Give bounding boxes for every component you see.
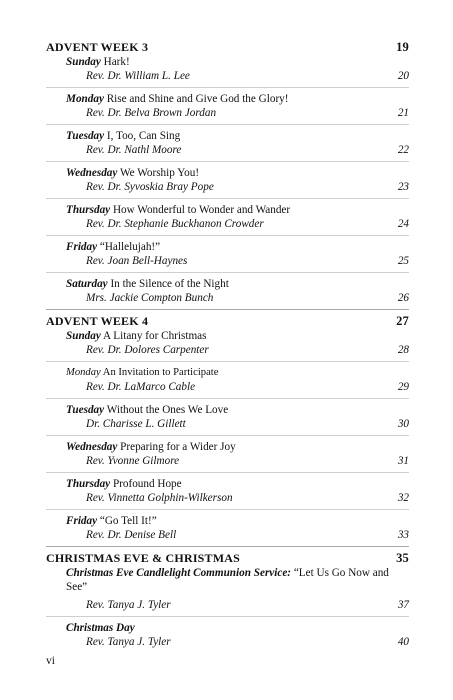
entry-page: 33	[397, 529, 409, 541]
entry-page: 40	[397, 636, 409, 648]
divider	[46, 87, 409, 88]
entry-page: 28	[397, 344, 409, 356]
entry-day: Christmas Day	[66, 622, 135, 634]
entry-author: Rev. Vinnetta Golphin-Wilkerson	[86, 492, 233, 504]
section-heading	[46, 314, 409, 329]
divider	[46, 509, 409, 510]
toc-entry[interactable]	[46, 621, 409, 649]
toc-entry[interactable]	[46, 277, 409, 305]
divider	[46, 398, 409, 399]
entry-author: Mrs. Jackie Compton Bunch	[86, 292, 214, 304]
entry-title: Hark!	[103, 56, 130, 68]
entry-title: “Hallelujah!”	[99, 241, 161, 253]
entry-author: Rev. Dr. LaMarco Cable	[86, 381, 196, 393]
entry-page: 24	[397, 218, 409, 230]
entry-author: Dr. Charisse L. Gillett	[86, 418, 186, 430]
toc-entry[interactable]	[46, 440, 409, 468]
entry-page: 21	[397, 107, 409, 119]
entry-day: Wednesday	[66, 441, 118, 453]
section-page: 27	[396, 314, 409, 328]
table-of-contents	[46, 40, 409, 649]
entry-day: Monday	[66, 93, 104, 105]
entry-day: Friday	[66, 515, 98, 527]
entry-day: Sunday	[66, 56, 101, 68]
entry-title: An Invitation to Participate	[102, 367, 219, 378]
toc-entry[interactable]	[46, 129, 409, 157]
entry-author: Rev. Joan Bell-Haynes	[86, 255, 188, 267]
entry-page: 29	[397, 381, 409, 393]
entry-day: Saturday	[66, 278, 108, 290]
entry-day: Wednesday	[66, 167, 118, 179]
entry-title: “Let Us Go Now and See”	[66, 567, 389, 593]
entry-title: Rise and Shine and Give God the Glory!	[106, 93, 289, 105]
entry-title: Without the Ones We Love	[106, 404, 229, 416]
entry-day: Christmas Eve Candlelight Communion Service:	[66, 567, 292, 579]
section-title: ADVENT WEEK 3	[46, 40, 149, 54]
section-page: 19	[396, 40, 409, 54]
divider	[46, 272, 409, 273]
divider	[46, 198, 409, 199]
entry-day: Thursday	[66, 204, 111, 216]
entry-author: Rev. Dr. Syvoskia Bray Pope	[86, 181, 214, 193]
toc-entry[interactable]	[46, 92, 409, 120]
divider	[46, 124, 409, 125]
section-title: CHRISTMAS EVE & CHRISTMAS	[46, 551, 241, 565]
entry-title: How Wonderful to Wonder and Wander	[112, 204, 291, 216]
entry-page: 37	[397, 599, 409, 611]
divider	[46, 235, 409, 236]
section-divider	[46, 309, 409, 310]
section-heading	[46, 40, 409, 55]
entry-page: 32	[397, 492, 409, 504]
page-number: vi	[46, 655, 55, 667]
entry-title: We Worship You!	[119, 167, 200, 179]
entry-title: I, Too, Can Sing	[106, 130, 181, 142]
toc-entry[interactable]	[46, 166, 409, 194]
toc-entry[interactable]	[46, 329, 409, 357]
entry-author: Rev. Dr. Denise Bell	[86, 529, 177, 541]
section-christmas	[46, 551, 409, 649]
toc-entry[interactable]	[46, 403, 409, 431]
toc-entry[interactable]	[46, 514, 409, 542]
entry-page: 23	[397, 181, 409, 193]
entry-title: Preparing for a Wider Joy	[120, 441, 236, 453]
section-page: 35	[396, 551, 409, 565]
entry-page: 20	[397, 70, 409, 82]
entry-day: Friday	[66, 241, 98, 253]
section-divider	[46, 546, 409, 547]
entry-page: 26	[397, 292, 409, 304]
entry-day: Tuesday	[66, 130, 105, 142]
entry-author: Rev. Dr. Stephanie Buckhanon Crowder	[86, 218, 264, 230]
entry-author: Rev. Tanya J. Tyler	[86, 636, 171, 648]
entry-day: Tuesday	[66, 404, 105, 416]
entry-author: Rev. Yvonne Gilmore	[86, 455, 180, 467]
toc-entry[interactable]	[46, 203, 409, 231]
toc-entry[interactable]	[46, 240, 409, 268]
entry-day: Monday	[66, 367, 101, 378]
divider	[46, 616, 409, 617]
entry-title: A Litany for Christmas	[103, 330, 207, 342]
entry-page: 25	[397, 255, 409, 267]
section-advent-week-4	[46, 314, 409, 542]
divider	[46, 472, 409, 473]
section-heading	[46, 551, 409, 566]
entry-author: Rev. Dr. Nathl Moore	[86, 144, 182, 156]
toc-entry[interactable]	[46, 366, 409, 394]
entry-author: Rev. Dr. Dolores Carpenter	[86, 344, 209, 356]
section-advent-week-3	[46, 40, 409, 305]
entry-title: In the Silence of the Night	[110, 278, 229, 290]
divider	[46, 361, 409, 362]
entry-author: Rev. Tanya J. Tyler	[86, 599, 171, 611]
toc-entry[interactable]	[46, 55, 409, 83]
entry-title: Profound Hope	[112, 478, 182, 490]
section-title: ADVENT WEEK 4	[46, 314, 149, 328]
entry-page: 22	[397, 144, 409, 156]
entry-author: Rev. Dr. William L. Lee	[86, 70, 190, 82]
entry-author: Rev. Dr. Belva Brown Jordan	[86, 107, 217, 119]
divider	[46, 161, 409, 162]
divider	[46, 435, 409, 436]
entry-page: 30	[397, 418, 409, 430]
entry-day: Sunday	[66, 330, 101, 342]
entry-title: “Go Tell It!”	[99, 515, 157, 527]
toc-entry[interactable]	[46, 477, 409, 505]
entry-page: 31	[397, 455, 409, 467]
toc-entry[interactable]	[46, 566, 409, 612]
entry-day: Thursday	[66, 478, 111, 490]
